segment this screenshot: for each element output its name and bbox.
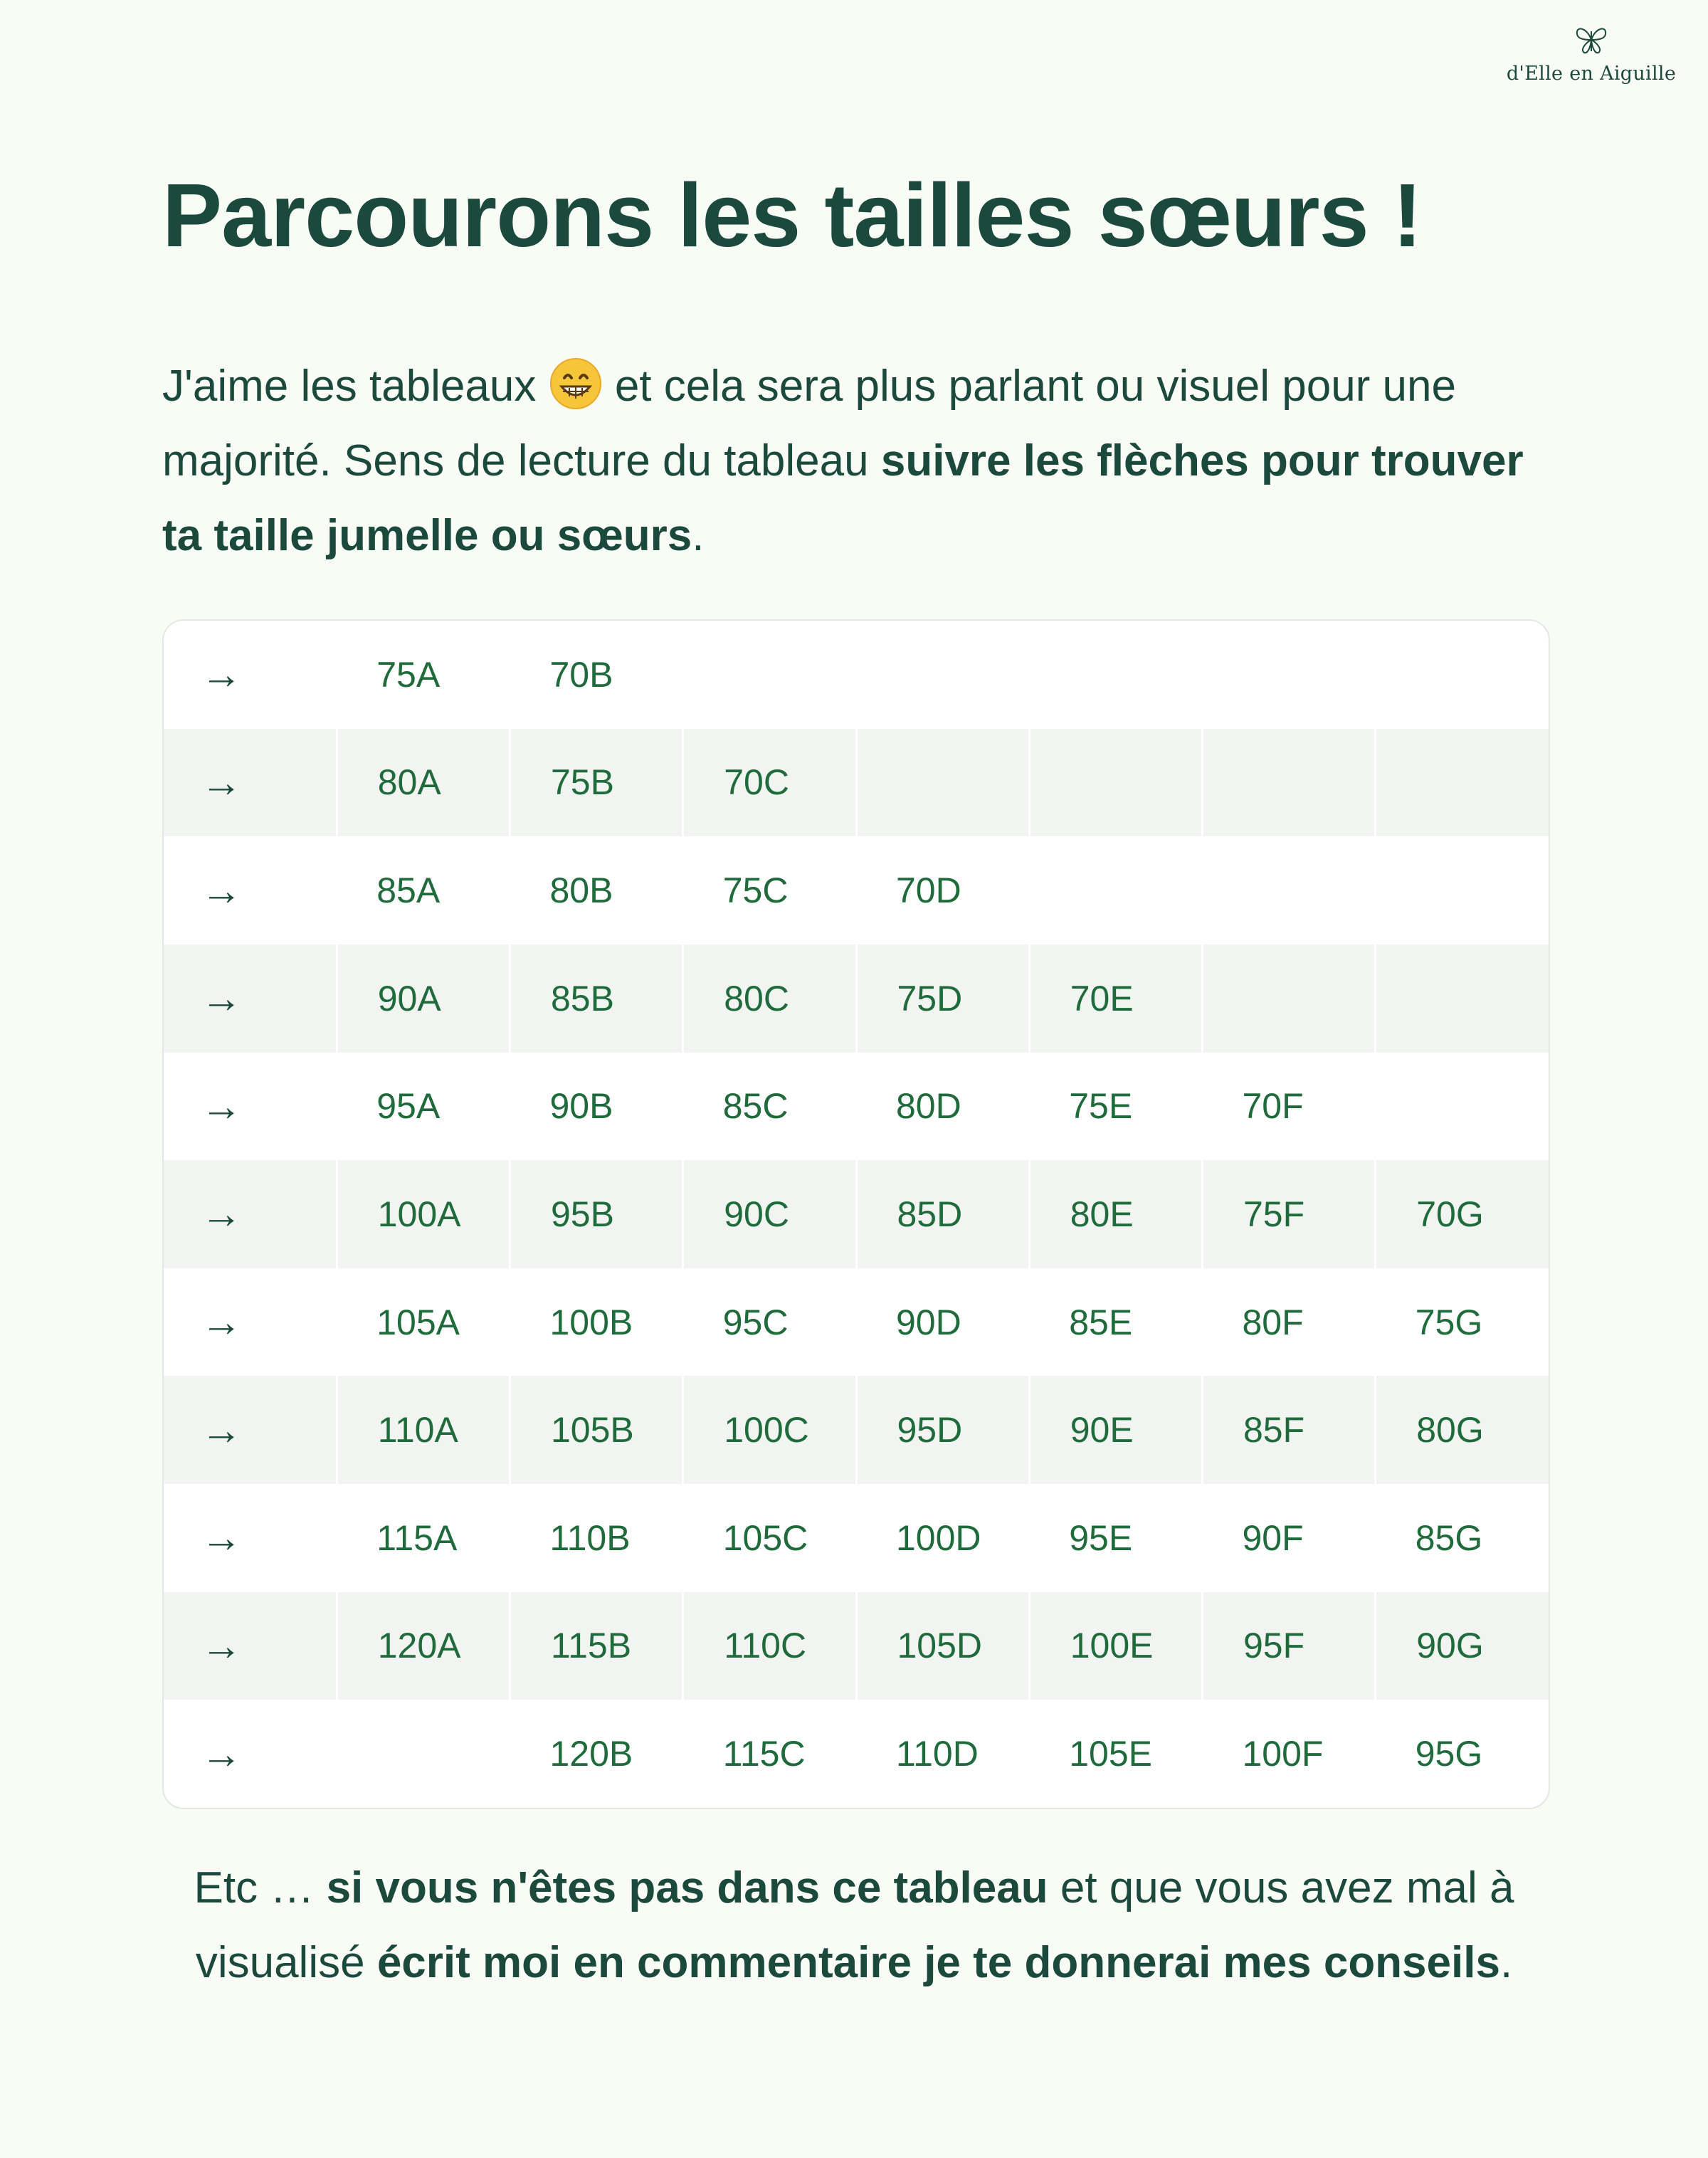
arrow-icon: → bbox=[201, 651, 242, 698]
size-cell: 110D bbox=[896, 1734, 979, 1774]
size-cell: 75B bbox=[510, 729, 683, 837]
size-cell: 120B bbox=[549, 1734, 633, 1774]
size-cell: 105C bbox=[722, 1517, 808, 1558]
intro-paragraph bbox=[162, 349, 1557, 573]
size-cell: 110C bbox=[683, 1592, 856, 1700]
brand-name: d'Elle en Aiguille bbox=[1506, 63, 1677, 85]
size-cell: 70G bbox=[1376, 1160, 1549, 1268]
size-cell: 115A bbox=[376, 1517, 458, 1558]
size-cell: 105E bbox=[1069, 1734, 1153, 1774]
size-cell: 115B bbox=[510, 1592, 683, 1700]
table-row bbox=[164, 621, 1549, 729]
size-cell bbox=[856, 621, 1029, 729]
size-cell: 85B bbox=[510, 944, 683, 1053]
size-cell: 90G bbox=[1376, 1592, 1549, 1700]
size-cell: 120A bbox=[337, 1592, 510, 1700]
size-cell: 70B bbox=[549, 654, 613, 695]
arrow-icon: → bbox=[201, 1622, 242, 1669]
size-cell: 90F bbox=[1242, 1517, 1304, 1558]
size-cell: 80D bbox=[896, 1086, 961, 1127]
size-cell: 105A bbox=[376, 1302, 460, 1342]
size-cell: 85C bbox=[722, 1086, 789, 1127]
page-title: Parcourons les tailles sœurs ! bbox=[162, 165, 1422, 265]
outro-bold-2: écrit moi en commentaire je te donnerai mes conseils bbox=[376, 1938, 1500, 1987]
arrow-icon: → bbox=[201, 759, 242, 806]
grinning-face-icon bbox=[549, 357, 603, 411]
size-cell bbox=[1029, 729, 1202, 837]
table-row bbox=[164, 1160, 1549, 1268]
table-body bbox=[164, 621, 1549, 1808]
intro-bold: suivre les flèches pour trouver ta taille jumelle ou sœurs bbox=[162, 436, 1524, 560]
size-cell: 90B bbox=[549, 1086, 613, 1127]
size-cell: 75G bbox=[1415, 1302, 1483, 1342]
size-cell: 80E bbox=[1029, 1160, 1202, 1268]
table-row bbox=[164, 1376, 1549, 1484]
brand bbox=[1499, 24, 1684, 85]
size-cell: 85G bbox=[1415, 1517, 1483, 1558]
butterfly-icon bbox=[1573, 24, 1610, 56]
size-cell: 70C bbox=[683, 729, 856, 837]
size-cell: 90A bbox=[337, 944, 510, 1053]
table-row bbox=[164, 1700, 1549, 1808]
size-cell bbox=[1376, 621, 1549, 729]
size-cell: 100D bbox=[896, 1517, 981, 1558]
size-cell: 95F bbox=[1203, 1592, 1376, 1700]
size-cell: 95D bbox=[856, 1376, 1029, 1484]
size-cell: 100B bbox=[549, 1302, 633, 1342]
size-cell bbox=[1376, 1053, 1549, 1161]
size-cell bbox=[1203, 729, 1376, 837]
size-cell: 90E bbox=[1029, 1376, 1202, 1484]
size-cell: 100F bbox=[1242, 1734, 1324, 1774]
size-cell: 80F bbox=[1242, 1302, 1304, 1342]
size-cell: 115C bbox=[722, 1734, 806, 1774]
table-row bbox=[164, 1268, 1549, 1377]
arrow-icon: → bbox=[201, 1406, 242, 1453]
size-cell: 85F bbox=[1203, 1376, 1376, 1484]
size-cell: 85E bbox=[1069, 1302, 1133, 1342]
size-cell bbox=[337, 1700, 510, 1808]
table-row bbox=[164, 944, 1549, 1053]
outro-end: . bbox=[1499, 1938, 1513, 1987]
outro-paragraph bbox=[128, 1851, 1580, 2000]
size-cell bbox=[683, 621, 856, 729]
intro-text-1: J'aime les tableaux bbox=[162, 362, 537, 411]
size-cell: 95G bbox=[1415, 1734, 1483, 1774]
size-cell: 95B bbox=[510, 1160, 683, 1268]
intro-text-2: et cela sera plus parlant ou visuel pour une majorité. Sens de lecture du tableau bbox=[162, 362, 1456, 485]
arrow-icon: → bbox=[201, 1515, 242, 1562]
size-cell: 75E bbox=[1069, 1086, 1133, 1127]
arrow-icon: → bbox=[201, 867, 242, 914]
outro-bold-1: si vous n'êtes pas dans ce tableau bbox=[326, 1863, 1048, 1912]
size-cell: 75F bbox=[1203, 1160, 1376, 1268]
size-cell bbox=[1203, 836, 1376, 944]
arrow-icon: → bbox=[201, 975, 242, 1022]
size-cell: 75D bbox=[856, 944, 1029, 1053]
size-cell bbox=[1029, 836, 1202, 944]
size-cell bbox=[1376, 729, 1549, 837]
table-row bbox=[164, 1592, 1549, 1700]
size-cell: 105B bbox=[510, 1376, 683, 1484]
size-cell: 80B bbox=[549, 870, 613, 911]
outro-text-1: Etc … bbox=[194, 1863, 315, 1912]
size-cell: 90D bbox=[896, 1302, 961, 1342]
size-cell bbox=[1029, 621, 1202, 729]
size-cell: 75C bbox=[722, 870, 789, 911]
size-cell: 95A bbox=[376, 1086, 441, 1127]
size-cell: 85A bbox=[376, 870, 441, 911]
size-cell: 80A bbox=[337, 729, 510, 837]
size-cell: 100A bbox=[337, 1160, 510, 1268]
intro-end: . bbox=[692, 511, 705, 560]
size-cell: 100C bbox=[683, 1376, 856, 1484]
arrow-icon: → bbox=[201, 1299, 242, 1346]
size-cell: 105D bbox=[856, 1592, 1029, 1700]
arrow-icon: → bbox=[201, 1730, 242, 1777]
table-row bbox=[164, 729, 1549, 837]
size-cell bbox=[1203, 621, 1376, 729]
size-cell: 70E bbox=[1029, 944, 1202, 1053]
size-cell: 70D bbox=[896, 870, 961, 911]
size-cell: 110B bbox=[549, 1517, 631, 1558]
size-cell bbox=[856, 729, 1029, 837]
sister-sizes-table bbox=[162, 619, 1550, 1809]
outro-text-2: et que vous avez mal à visualisé bbox=[195, 1863, 1514, 1987]
table-row bbox=[164, 836, 1549, 944]
table-row bbox=[164, 1484, 1549, 1592]
arrow-icon: → bbox=[201, 1083, 242, 1130]
size-cell bbox=[1376, 836, 1549, 944]
size-cell: 80C bbox=[683, 944, 856, 1053]
size-cell: 70F bbox=[1242, 1086, 1304, 1127]
table-row bbox=[164, 1053, 1549, 1161]
size-cell bbox=[1376, 944, 1549, 1053]
size-cell: 90C bbox=[683, 1160, 856, 1268]
size-cell: 85D bbox=[856, 1160, 1029, 1268]
size-cell: 100E bbox=[1029, 1592, 1202, 1700]
size-cell: 75A bbox=[376, 654, 441, 695]
size-cell: 95E bbox=[1069, 1517, 1133, 1558]
size-cell: 110A bbox=[337, 1376, 510, 1484]
arrow-icon: → bbox=[201, 1191, 242, 1238]
size-cell: 95C bbox=[722, 1302, 789, 1342]
size-cell bbox=[1203, 944, 1376, 1053]
size-cell: 80G bbox=[1376, 1376, 1549, 1484]
